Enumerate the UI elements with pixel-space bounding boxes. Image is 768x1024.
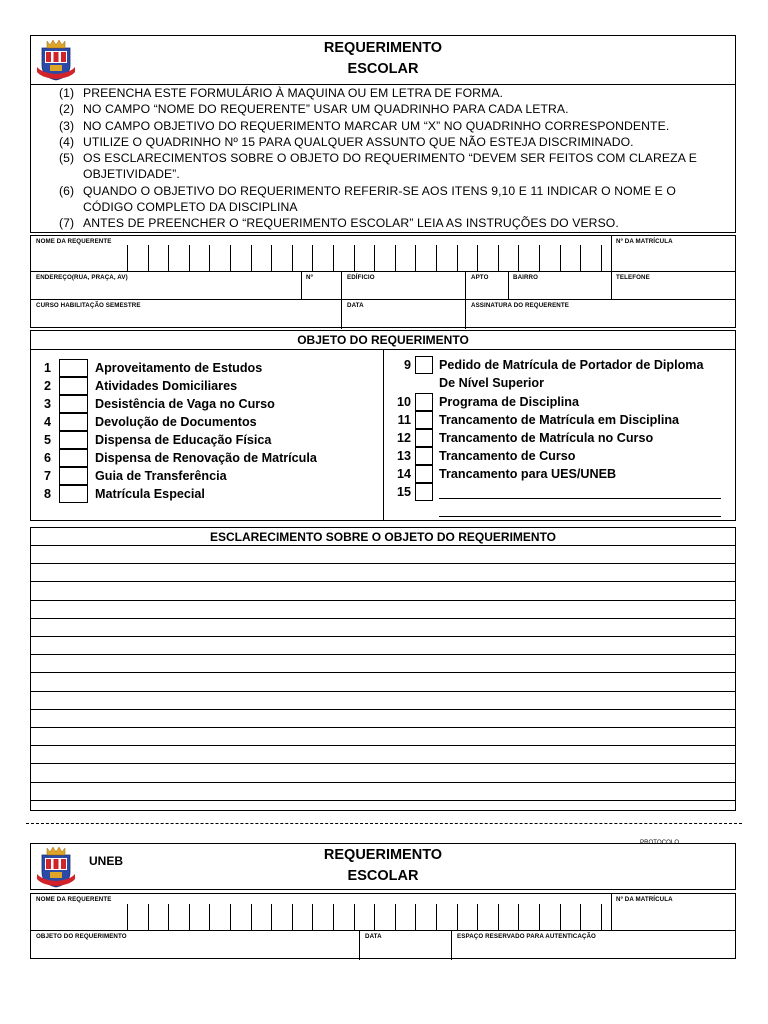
letter-cell-divider [127,245,128,271]
letter-cell-divider [354,245,355,271]
letter-cell-divider [251,245,252,271]
instruction-number: (3) [59,118,75,133]
letter-cell-divider [168,245,169,271]
matricula-label: Nº DA MATRÍCULA [616,238,673,245]
option-checkbox[interactable] [415,393,433,411]
instruction-number: (4) [59,134,75,149]
option-checkbox[interactable] [59,395,88,413]
instruction-item [59,134,727,150]
instruction-text: NO CAMPO “NOME DO REQUERENTE” USAR UM QUADRINHO PARA CADA LETRA. [83,102,569,117]
letter-cell-divider [415,904,416,930]
objeto-option[interactable] [31,413,381,431]
letter-cell-divider [292,245,293,271]
option-label: Aproveitamento de Estudos [95,361,263,375]
instruction-item [59,183,727,216]
letter-cell-divider [209,245,210,271]
option-checkbox[interactable] [415,465,433,483]
instruction-text: ANTES DE PREENCHER O “REQUERIMENTO ESCOLAR” LEIA AS INSTRUÇÕES DO VERSO. [83,216,619,231]
stub-matricula-label: Nº DA MATRÍCULA [616,896,673,903]
assinatura-label: ASSINATURA DO REQUERENTE [471,302,569,309]
option-label: Guia de Transferência [95,469,227,483]
instruction-text: NO CAMPO OBJETIVO DO REQUERIMENTO MARCAR UM “X” NO QUADRINHO CORRESPONDENTE. [83,118,670,133]
letter-cell-divider [518,904,519,930]
objeto-option[interactable] [31,359,381,377]
instruction-number: (1) [59,86,75,100]
letter-cell-divider [601,245,602,271]
option-number: 8 [43,487,51,501]
instruction-number: (2) [59,102,75,117]
letter-cell-divider [436,904,437,930]
option-checkbox[interactable] [59,377,88,395]
option-checkbox[interactable] [415,356,433,374]
objeto-option[interactable] [391,447,731,465]
stub-nome-letter-cells[interactable] [31,894,611,930]
option-label: Desistência de Vaga no Curso [95,397,275,411]
option-number: 4 [43,415,51,429]
instruction-item [59,85,727,101]
letter-cell-divider [354,904,355,930]
letter-cell-divider [518,245,519,271]
letter-cell-divider [498,245,499,271]
writing-line [31,800,735,801]
col-divider [508,271,509,299]
writing-line [31,672,735,673]
letter-cell-divider [230,245,231,271]
letter-cell-divider [168,904,169,930]
stub-fields-box [30,893,736,959]
option-checkbox[interactable] [59,359,88,377]
writing-line [31,636,735,637]
writing-line [31,600,735,601]
row-divider [31,299,735,300]
option-checkbox[interactable] [415,447,433,465]
option-label-continued: De Nível Superior [439,376,544,390]
objeto-option[interactable] [391,483,731,501]
option-number: 9 [403,358,411,372]
col-divider [359,930,360,960]
stub-title-line1: REQUERIMENTO [323,847,443,863]
option-label: Atividades Domiciliares [95,379,238,393]
letter-cell-divider [251,904,252,930]
writing-line [31,618,735,619]
letter-cell-divider [374,904,375,930]
instruction-text: PREENCHA ESTE FORMULÁRIO À MAQUINA OU EM LETRA DE FORMA. [83,86,504,100]
option-number: 2 [43,379,51,393]
objeto-option[interactable] [31,431,381,449]
letter-cell-divider [580,245,581,271]
stub-objeto-label: OBJETO DO REQUERIMENTO [36,933,127,940]
apto-label: APTO [471,274,489,281]
writing-line [31,581,735,582]
option-checkbox[interactable] [59,449,88,467]
writing-line [31,763,735,764]
option-label: Dispensa de Educação Física [95,433,272,447]
objeto-option[interactable] [391,393,731,411]
letter-cell-divider [395,245,396,271]
letter-cell-divider [148,904,149,930]
col-divider [301,271,302,299]
letter-cell-divider [539,245,540,271]
letter-cell-divider [271,904,272,930]
instruction-text: OS ESCLARECIMENTOS SOBRE O OBJETO DO REQUERIMENTO “DEVEM SER FEITOS COM CLAREZA E OBJETIVIDADE”. [83,151,697,182]
writing-line [31,691,735,692]
option-number: 15 [396,485,411,499]
letter-cell-divider [560,904,561,930]
nome-letter-cells[interactable] [31,236,611,271]
instruction-item [59,101,727,117]
letter-cell-divider [477,245,478,271]
option-number: 5 [43,433,51,447]
instruction-number: (7) [59,216,75,231]
option-checkbox[interactable] [59,467,88,485]
letter-cell-divider [477,904,478,930]
option-label: Matrícula Especial [95,487,205,501]
instruction-text: QUANDO O OBJETIVO DO REQUERIMENTO REFERIR-SE AOS ITENS 9,10 E 11 INDICAR O NOME E O CÓDIGO COMPLETO DA DISCIPLINA [83,183,676,215]
page-title-line1: REQUERIMENTO [323,40,443,56]
instruction-text: UTILIZE O QUADRINHO Nº 15 PARA QUALQUER ASSUNTO QUE NÃO ESTEJA DISCRIMINADO. [83,134,634,149]
instruction-item [59,215,727,231]
writing-line [31,545,735,546]
option-label: Devolução de Documentos [95,415,257,429]
letter-cell-divider [601,904,602,930]
letter-cell-divider [457,904,458,930]
stub-espaco-label: ESPAÇO RESERVADO PARA AUTENTICAÇÃO [457,933,596,940]
letter-cell-divider [395,904,396,930]
letter-cell-divider [457,245,458,271]
instruction-number: (6) [59,183,75,198]
letter-cell-divider [189,904,190,930]
writing-line [31,709,735,710]
objeto-option[interactable] [31,467,381,485]
col-divider [611,236,612,271]
option-15-blank-line[interactable] [439,516,721,517]
option-label: Trancamento de Matrícula no Curso [439,431,654,445]
uneb-label: UNEB [89,854,124,868]
objeto-option[interactable] [391,356,731,390]
option-number: 10 [396,395,411,409]
option-label: Programa de Disciplina [439,395,579,409]
numero-label: Nº [306,274,313,281]
protocolo-label: PROTOCOLO [640,840,680,846]
letter-cell-divider [333,904,334,930]
header-box [30,35,736,85]
letter-cell-divider [148,245,149,271]
stub-nome-label: NOME DA REQUERENTE [36,896,112,903]
writing-line [31,654,735,655]
instructions-list [59,85,727,232]
objeto-box [30,330,736,521]
letter-cell-divider [230,904,231,930]
instruction-item [59,150,727,183]
option-label: Trancamento de Matrícula em Disciplina [439,413,680,427]
edificio-label: EDÍFICIO [347,274,375,281]
option-number: 6 [43,451,51,465]
col-divider [611,271,612,299]
writing-line [31,745,735,746]
letter-cell-divider [292,904,293,930]
option-number: 11 [397,413,411,427]
data-label: DATA [347,302,364,309]
letter-cell-divider [209,904,210,930]
col-divider [341,271,342,329]
option-number: 13 [396,449,411,463]
curso-label: CURSO HABILITAÇÃO SEMESTRE [36,302,141,309]
stub-title-line2: ESCOLAR [347,868,419,884]
option-label: Trancamento de Curso [439,449,576,463]
instructions-box [30,84,736,233]
option-number: 3 [43,397,51,411]
option-checkbox[interactable] [59,413,88,431]
option-number: 7 [43,469,51,483]
letter-cell-divider [127,904,128,930]
objeto-title: OBJETO DO REQUERIMENTO [297,333,469,347]
fields-box [30,235,736,328]
writing-line [31,563,735,564]
writing-line [31,727,735,728]
esclarecimento-box[interactable] [30,527,736,811]
esclarecimento-title: ESCLARECIMENTO SOBRE O OBJETO DO REQUERIMENTO [209,530,557,544]
letter-cell-divider [333,245,334,271]
instruction-item [59,118,727,134]
option-checkbox[interactable] [415,411,433,429]
option-checkbox[interactable] [415,429,433,447]
writing-line [31,782,735,783]
objeto-option[interactable] [31,485,381,503]
letter-cell-divider [539,904,540,930]
option-checkbox[interactable] [415,483,433,501]
letter-cell-divider [189,245,190,271]
objeto-option[interactable] [391,411,731,429]
cut-line [26,823,742,824]
letter-cell-divider [374,245,375,271]
objeto-option[interactable] [31,377,381,395]
col-divider [451,930,452,960]
option-number: 1 [43,361,51,375]
letter-cell-divider [312,904,313,930]
col-divider [611,894,612,930]
objeto-option[interactable] [31,449,381,467]
stub-header-box [30,843,736,890]
letter-cell-divider [498,904,499,930]
telefone-label: TELEFONE [616,274,650,281]
option-15-blank-line[interactable] [439,498,721,499]
option-number: 14 [396,467,411,481]
nome-label: NOME DA REQUERENTE [36,238,112,245]
option-checkbox[interactable] [59,485,88,503]
stub-data-label: DATA [365,933,382,940]
objeto-option[interactable] [31,395,381,413]
letter-cell-divider [271,245,272,271]
page-title-line2: ESCOLAR [347,61,419,77]
letter-cell-divider [415,245,416,271]
letter-cell-divider [436,245,437,271]
option-label: Pedido de Matrícula de Portador de Diploma [439,358,704,372]
letter-cell-divider [312,245,313,271]
option-checkbox[interactable] [59,431,88,449]
option-number: 12 [396,431,411,445]
objeto-option[interactable] [391,465,731,483]
col-divider [465,271,466,329]
letter-cell-divider [560,245,561,271]
option-label: Dispensa de Renovação de Matrícula [95,451,317,465]
row-divider [31,930,735,931]
instruction-number: (5) [59,151,75,166]
endereco-label: ENDEREÇO(RUA, PRAÇA, AV) [36,274,128,281]
row-divider [31,271,735,272]
col-divider [383,349,384,520]
objeto-option[interactable] [391,429,731,447]
option-label: Trancamento para UES/UNEB [439,467,617,481]
bairro-label: BAIRRO [513,274,539,281]
letter-cell-divider [580,904,581,930]
